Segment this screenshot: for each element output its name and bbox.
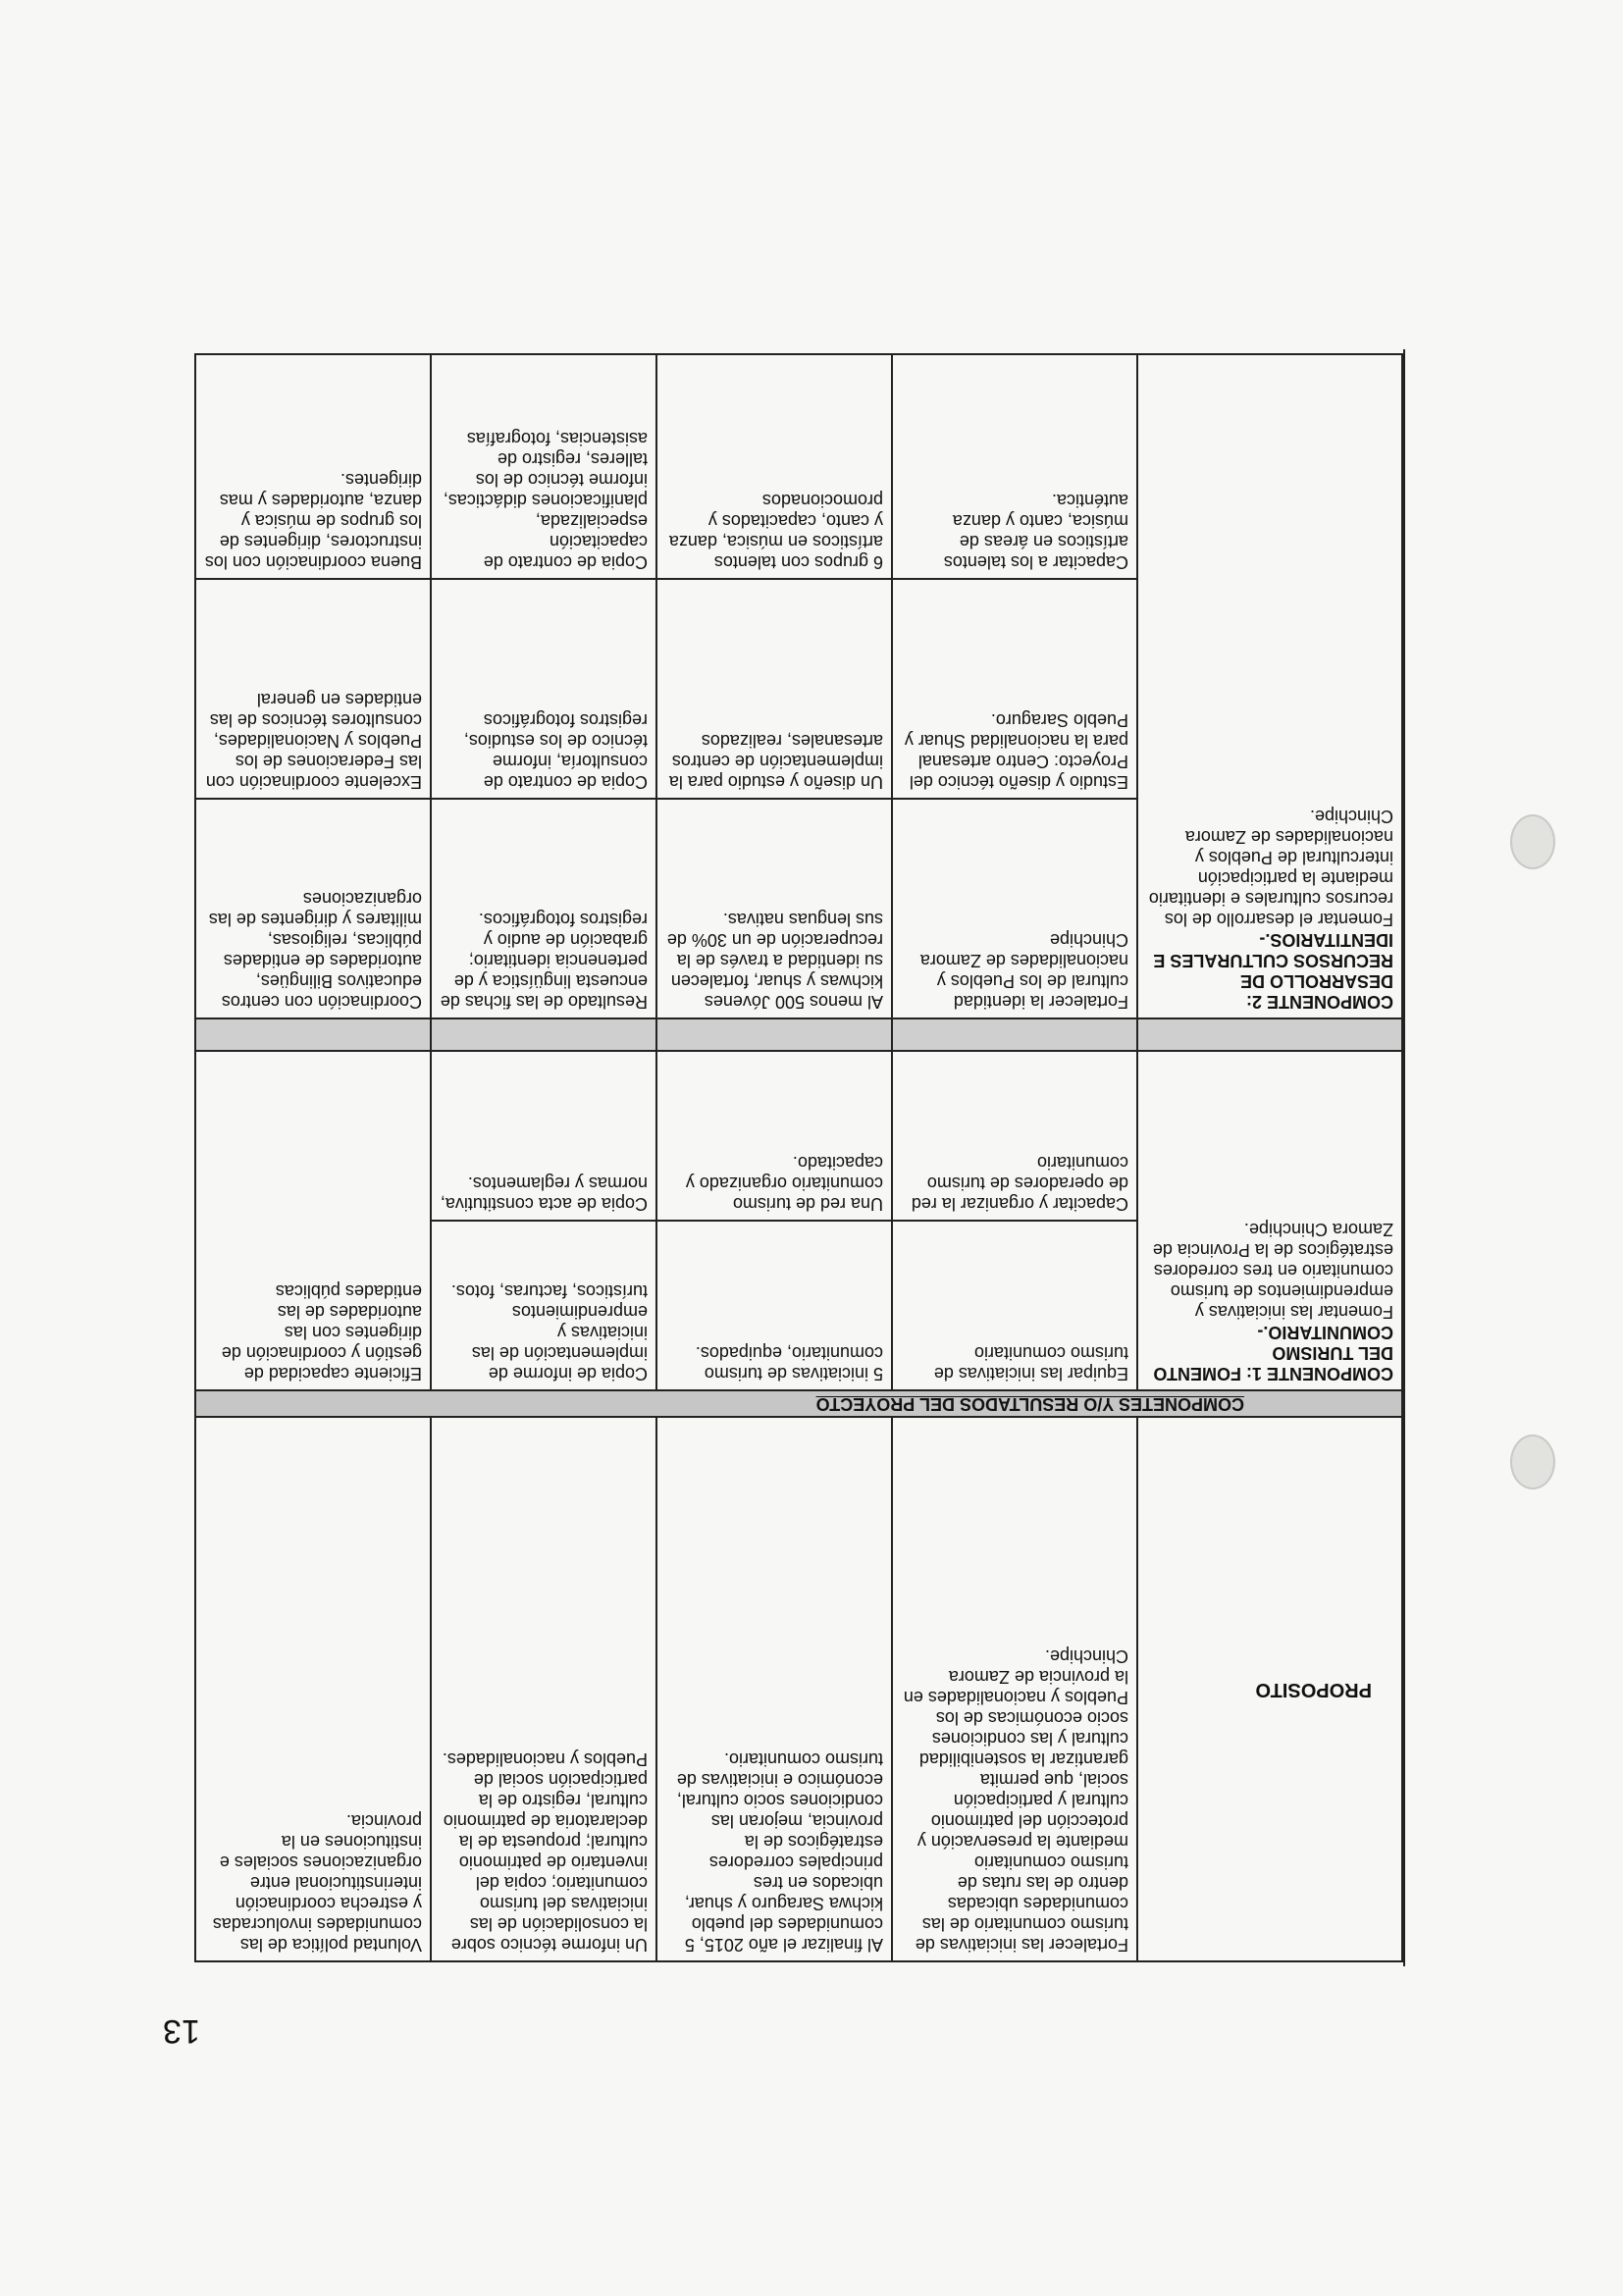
spacer-cell bbox=[431, 1018, 656, 1051]
componente1-text: Fomentar las iniciativas y emprendimientos de turismo comunitario en tres corredores estratégicos de la Provincia de Zamora Chinchipe. bbox=[1152, 1219, 1393, 1322]
c2-supuestos-2: Excelente coordinación con las Federaciones de los Pueblos y Nacionalidades, consultores técnicos de las entidades en general bbox=[195, 579, 431, 799]
spacer-row bbox=[195, 1018, 1402, 1051]
spacer-cell bbox=[1137, 1018, 1402, 1051]
c1-indicador-2: Una red de turismo comunitario organizado y capacitado. bbox=[656, 1051, 892, 1221]
proposito-row bbox=[195, 1417, 1402, 1961]
spacer-cell bbox=[892, 1018, 1137, 1051]
c1-indicador-1: 5 iniciativas de turismo comunitario, equipados. bbox=[656, 1221, 892, 1390]
c2-objetivo-3: Capacitar a los talentos artísticos en áreas de música, canto y danza auténtica. bbox=[892, 354, 1137, 579]
componente2-title: COMPONENTE 2: DESARROLLO DE RECURSOS CULTURALES E IDENTITARIOS.- bbox=[1153, 930, 1393, 1013]
c2-supuestos-3: Buena coordinación con los instructores, dirigentes de los grupos de música y danza, autoridades y mas dirigentes. bbox=[195, 354, 431, 579]
proposito-supuestos: Voluntad política de las comunidades involucradas y estrecha coordinación interinstitucional entre organizaciones sociales e instituciones en la provincia. bbox=[195, 1417, 431, 1961]
spacer-cell bbox=[195, 1018, 431, 1051]
c1-supuestos-1: Eficiente capacidad de gestión y coordinación de dirigentes con las autoridades de las entidades públicas bbox=[195, 1051, 431, 1390]
componente1-row-1 bbox=[195, 1221, 1402, 1390]
componente2-row-1 bbox=[195, 799, 1402, 1018]
c2-indicador-1: Al menos 500 Jóvenes kichwas y shuar, fortalecen su identidad a través de la recuperación de un 30% de sus lenguas nativas. bbox=[656, 799, 892, 1018]
c2-indicador-2: Un diseño y estudio para la implementación de centros artesanales, realizados bbox=[656, 579, 892, 799]
margin-line bbox=[1403, 349, 1405, 1966]
logframe-table-rotated bbox=[196, 353, 1403, 1962]
c1-objetivo-1: Equipar las iniciativas de turismo comunitario bbox=[892, 1221, 1137, 1390]
logframe-matrix bbox=[194, 353, 1403, 1962]
spacer-cell bbox=[656, 1018, 892, 1051]
c2-indicador-3: 6 grupos con talentos artísticos en música, danza y canto, capacitados y promocionados bbox=[656, 354, 892, 579]
c1-verificacion-2: Copia de acta constitutiva, normas y reglamentos. bbox=[431, 1051, 656, 1221]
proposito-indicador: Al finalizar el año 2015, 5 comunidades del pueblo kichwa Saraguro y shuar, ubicados en tres principales corredores estratégicos de la provincia, mejoran las condiciones socio cultural, económico e iniciativas de turismo comunitario. bbox=[656, 1417, 892, 1961]
proposito-verificacion: Un informe técnico sobre la consolidación de las iniciativas del turismo comunitario; copia del inventario de patrimonio cultural; propuesta de la declaratoria de patrimonio cultural, registro de la participación social de Pueblos y nacionalidades. bbox=[431, 1417, 656, 1961]
c2-objetivo-2: Estudio y diseño técnico del Proyecto: Centro artesanal para la nacionalidad Shuar y Pueblo Saraguro. bbox=[892, 579, 1137, 799]
componente2-cell bbox=[1137, 354, 1402, 1018]
c2-objetivo-1: Fortalecer la identidad cultural de los Pueblos y nacionalidades de Zamora Chinchipe bbox=[892, 799, 1137, 1018]
c1-verificacion-1: Copia de informe de implementación de las iniciativas y emprendimientos turísticos, facturas, fotos. bbox=[431, 1221, 656, 1390]
proposito-objetivo: Fortalecer las iniciativas de turismo comunitario de las comunidades ubicadas dentro de las rutas de turismo comunitario mediante la preservación y protección del patrimonio cultural y participación social, que permita garantizar la sostenibilidad cultural y las condiciones socio económicas de los Pueblos y nacionalidades en la provincia de Zamora Chinchipe. bbox=[892, 1417, 1137, 1961]
c2-verificacion-3: Copia de contrato de capacitación especializada, planificaciones didácticas, informe técnico de los talleres, registro de asistencias, fotografías bbox=[431, 354, 656, 579]
c2-verificacion-1: Resultado de las fichas de encuesta lingüística y de pertenencia identitario; grabación de audio y registros fotográficos. bbox=[431, 799, 656, 1018]
componente2-text: Fomentar el desarrollo de los recursos culturales e identitario mediante la participación intercultural de Pueblos y nacionalidades de Zamora Chinchipe. bbox=[1148, 807, 1393, 930]
c2-supuestos-1: Coordinación con centros educativos Bilingües, autoridades de entidades públicas, religiosas, militares y dirigentes de las organizaciones bbox=[195, 799, 431, 1018]
section-header: COMPONETES Y/O RESULTADOS DEL PROYECTO bbox=[195, 1390, 1402, 1417]
componente1-cell bbox=[1137, 1051, 1402, 1390]
page-number: 13 bbox=[163, 2012, 200, 2050]
proposito-label: PROPOSITO bbox=[1137, 1417, 1402, 1961]
c2-verificacion-2: Copia de contrato de consultoría, informe técnico de los estudios, registros fotográficos bbox=[431, 579, 656, 799]
section-header-row bbox=[195, 1390, 1402, 1417]
c1-objetivo-2: Capacitar y organizar la red de operadores de turismo comunitario bbox=[892, 1051, 1137, 1221]
punch-hole bbox=[1510, 814, 1555, 869]
punch-hole bbox=[1510, 1435, 1555, 1489]
componente1-title: COMPONENTE 1: FOMENTO DEL TURISMO COMUNITARIO.- bbox=[1153, 1322, 1393, 1383]
